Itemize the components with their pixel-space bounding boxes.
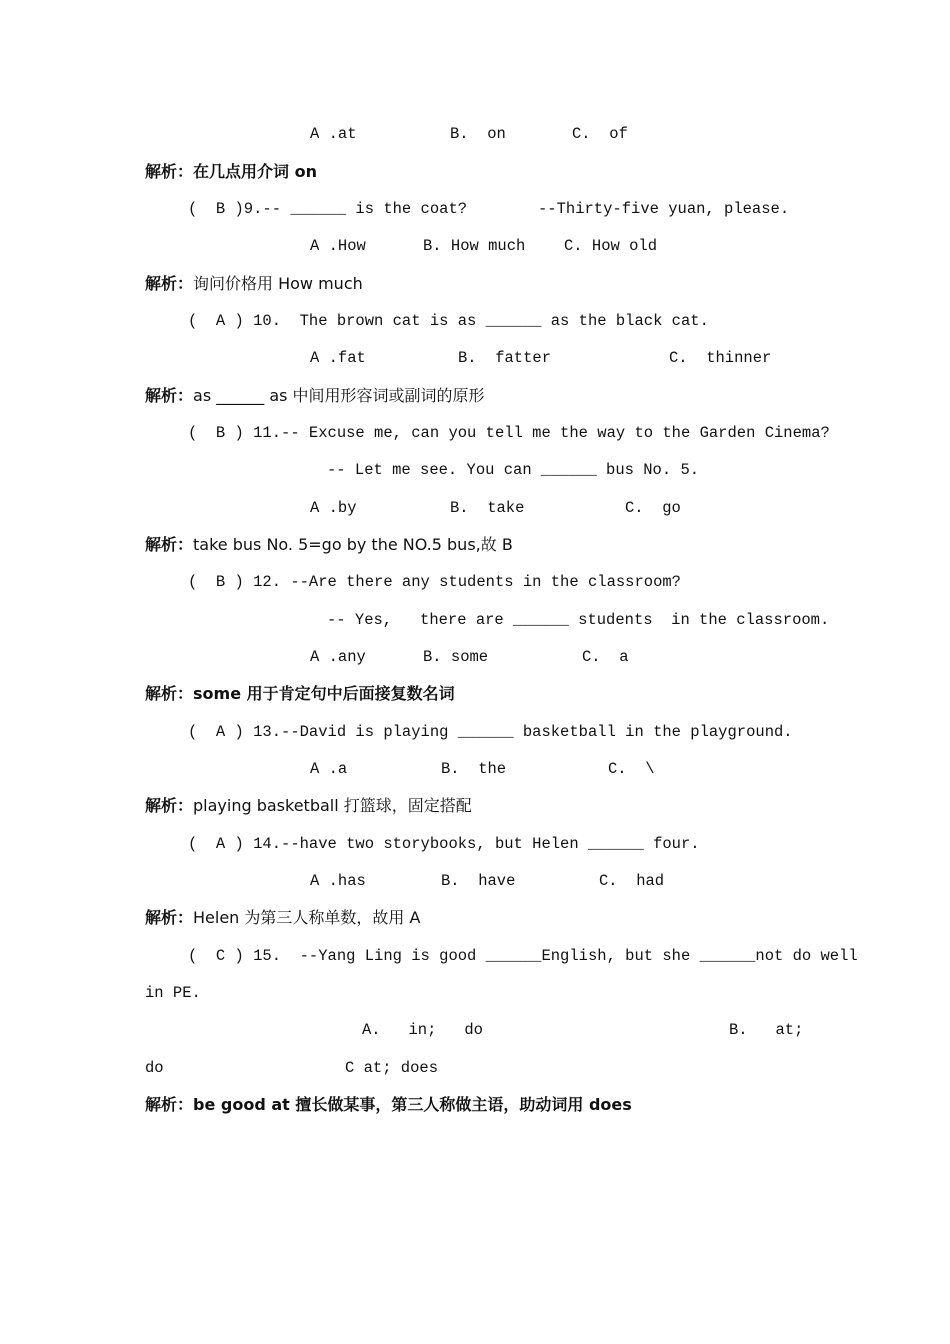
q9-option-b: B. How much (423, 237, 526, 255)
analysis-label: 解析： (145, 535, 194, 554)
q11-reply: -- Let me see. You can ______ bus No. 5. (327, 461, 700, 479)
q10-option-c: C. thinner (669, 349, 772, 367)
q8-option-a: A .at (310, 125, 357, 143)
analysis-text: some 用于肯定句中后面接复数名词 (193, 684, 455, 703)
q11-option-c: C. go (625, 499, 681, 517)
q13-option-b: B. the (441, 760, 507, 778)
q13-analysis (145, 796, 472, 817)
analysis-label: 解析： (145, 162, 194, 181)
q15-option-b-continued: do (145, 1059, 164, 1077)
analysis-label: 解析： (145, 274, 194, 293)
q12-option-b: B. some (423, 648, 489, 666)
q15-analysis (145, 1095, 632, 1116)
q12-stem: ( B ) 12. --Are there any students in the classroom? (188, 573, 681, 591)
q11-option-a: A .by (310, 499, 357, 517)
q13-option-a: A .a (310, 760, 348, 778)
analysis-text: take bus No. 5=go by the NO.5 bus,故 B (193, 535, 513, 554)
q14-stem: ( A ) 14.--have two storybooks, but Helen ______ four. (188, 835, 700, 853)
q8-analysis (145, 162, 317, 183)
q11-analysis (145, 535, 513, 556)
q13-stem: ( A ) 13.--David is playing ______ basketball in the playground. (188, 723, 793, 741)
q14-option-b: B. have (441, 872, 516, 890)
q9-stem: ( B )9.-- ______ is the coat? (188, 200, 468, 218)
analysis-text: as ______ as 中间用形容词或副词的原形 (193, 386, 485, 405)
q9-option-a: A .How (310, 237, 366, 255)
analysis-text: Helen 为第三人称单数，故用 A (193, 908, 421, 927)
analysis-label: 解析： (145, 684, 194, 703)
q10-option-b: B. fatter (458, 349, 552, 367)
q15-option-b: B. at; (729, 1021, 804, 1039)
analysis-label: 解析： (145, 796, 194, 815)
q9-option-c: C. How old (564, 237, 658, 255)
q14-option-c: C. had (599, 872, 665, 890)
q12-reply: -- Yes, there are ______ students in the classroom. (327, 611, 830, 629)
q11-stem: ( B ) 11.-- Excuse me, can you tell me the way to the Garden Cinema? (188, 424, 830, 442)
q10-option-a: A .fat (310, 349, 366, 367)
analysis-label: 解析： (145, 386, 194, 405)
analysis-text: be good at 擅长做某事，第三人称做主语，助动词用 does (193, 1095, 632, 1114)
q14-analysis (145, 908, 420, 929)
q15-stem-continued: in PE. (145, 984, 201, 1002)
analysis-text: 询问价格用 How much (193, 274, 363, 293)
analysis-label: 解析： (145, 908, 194, 927)
q15-option-a: A. in; do (362, 1021, 483, 1039)
q8-option-b: B. on (450, 125, 506, 143)
q12-option-a: A .any (310, 648, 366, 666)
q15-option-c: C at; does (345, 1059, 439, 1077)
analysis-text: 在几点用介词 on (193, 162, 317, 181)
q8-option-c: C. of (572, 125, 628, 143)
q15-stem: ( C ) 15. --Yang Ling is good ______English, but she ______not do well (188, 947, 858, 965)
analysis-label: 解析： (145, 1095, 194, 1114)
q10-stem: ( A ) 10. The brown cat is as ______ as the black cat. (188, 312, 709, 330)
q13-option-c: C. \ (608, 760, 655, 778)
q11-option-b: B. take (450, 499, 525, 517)
q12-option-c: C. a (582, 648, 629, 666)
q14-option-a: A .has (310, 872, 366, 890)
q12-analysis (145, 684, 455, 705)
analysis-text: playing basketball 打篮球，固定搭配 (193, 796, 472, 815)
q9-reply: --Thirty-five yuan, please. (538, 200, 790, 218)
q9-analysis (145, 274, 363, 295)
q10-analysis (145, 386, 485, 407)
